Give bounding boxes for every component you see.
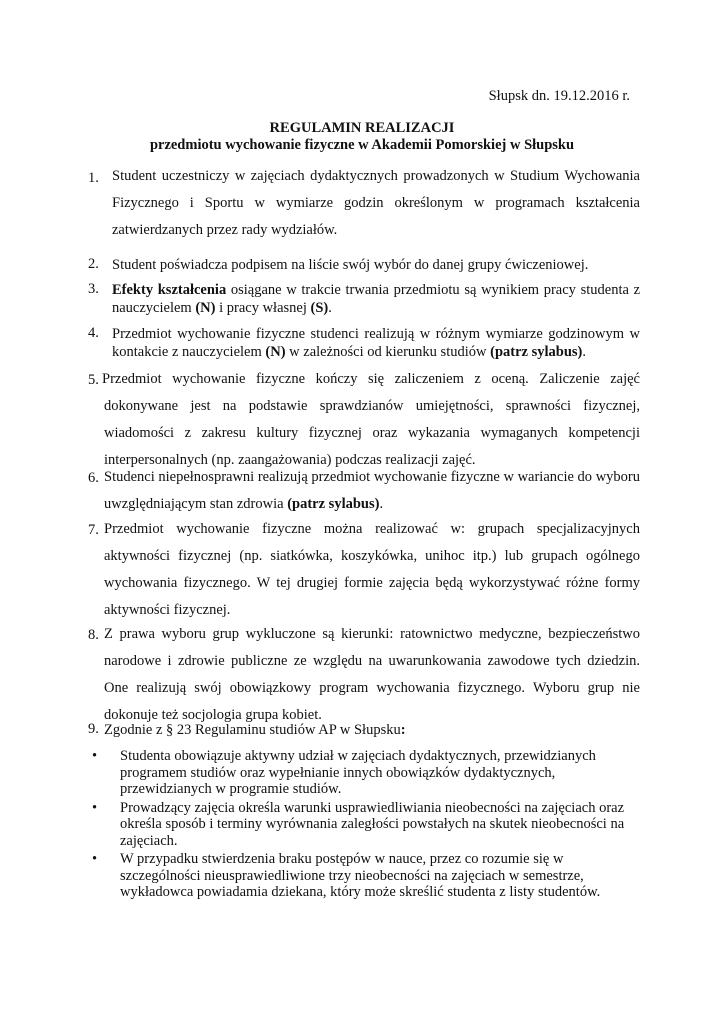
item-number-4: 4.: [88, 325, 99, 341]
item-bold-3a: Efekty kształcenia: [112, 282, 227, 298]
item-number-1: 1.: [88, 170, 99, 186]
list-item-1: [112, 163, 640, 244]
list-item-6: [104, 464, 640, 518]
item-text-4a: Przedmiot wychowanie fizyczne studenci realizują w różnym wymiarze godzinowym w kontakcie z nauczycielem: [112, 326, 640, 360]
item-text-3a: osiągane w trakcie trwania przedmiotu są wynikiem pracy studenta z nauczycielem: [112, 282, 641, 316]
item-number-5: 5.: [88, 372, 99, 388]
item-text-9: Zgodnie z § 23 Regulaminu studiów AP w Słupsku: [104, 722, 401, 738]
item-number-7: 7.: [88, 522, 99, 538]
bullet-icon: •: [92, 851, 98, 867]
list-item-3: [112, 281, 640, 317]
item-text-2: Student poświadcza podpisem na liście swój wybór do danej grupy ćwiczeniowej.: [112, 257, 589, 273]
item-text-7: Przedmiot wychowanie fizyczne można realizować w: grupach specjalizacyjnych aktywności fizycznej (np. siatkówka, koszykówka, unihoc itp.) lub grupach ogólnego wychowania fizycznego. W tej drugiej formie zajęcia będą wykorzystywać różne formy aktywności fizycznej.: [104, 521, 640, 618]
item-text-1: Student uczestniczy w zajęciach dydaktycznych prowadzonych w Studium Wychowania Fizycznego i Sportu w wymiarze godzin określonym w programach kształcenia zatwierdzanych przez rady wydziałów.: [112, 168, 640, 238]
item-text-3c: .: [328, 300, 332, 316]
bullet-text-1: Studenta obowiązuje aktywny udział w zajęciach dydaktycznych, przewidzianych programem studiów oraz wypełnianie innych obowiązków dydaktycznych, przewidzianych w programie studiów.: [120, 748, 596, 797]
bullet-item-1: [92, 748, 640, 798]
list-item-7: [104, 516, 640, 624]
item-text-5: Przedmiot wychowanie fizyczne kończy się zaliczeniem z oceną. Zaliczenie zajęć dokonywane jest na podstawie sprawdzianów umiejętności, sprawności fizycznej, wiadomości z zakresu kultury fizycznej oraz wykazania wymaganych kompetencji interpersonalnych (np. zaangażowania) podczas realizacji zajęć.: [102, 371, 640, 468]
item-text-6b: .: [379, 496, 384, 512]
item-bold-3b: (N): [195, 300, 216, 316]
document-date: Słupsk dn. 19.12.2016 r.: [488, 88, 630, 104]
bullet-text-3: W przypadku stwierdzenia braku postępów w nauce, przez co rozumie się w szczególności nieusprawiedliwione trzy nieobecności na zajęciach w semestrze, wykładowca powiadamia dziekana, który może skreślić studenta z listy studentów.: [120, 851, 601, 900]
item-text-3b: i pracy własnej: [215, 300, 311, 316]
bullet-item-3: [92, 851, 640, 901]
item-number-3: 3.: [88, 281, 99, 297]
bullet-icon: •: [92, 799, 98, 816]
bullet-text-2: Prowadzący zajęcia określa warunki usprawiedliwiania nieobecności na zajęciach oraz określa sposób i terminy wyrównania zaległości powstałych na skutek nieobecności na zajęciach.: [120, 799, 625, 849]
list-item-4: [112, 325, 640, 361]
item-text-6: Studenci niepełnosprawni realizują przedmiot wychowanie fizyczne w wariancie do wyboru uwzględniającym stan zdrowia: [104, 469, 640, 512]
item-number-2: 2.: [88, 256, 99, 272]
item-text-8: Z prawa wyboru grup wykluczone są kierunki: ratownictwo medyczne, bezpieczeństwo narodowe i zdrowie publiczne ze względu na uwarunkowania zawodowe tych dziedzin. One realizują swój obowiązkowy program wychowania fizycznego. Wyboru grup nie dokonuje też socjologia grupa kobiet.: [104, 626, 640, 723]
list-item-9: [104, 721, 640, 739]
bullet-icon: •: [92, 748, 98, 764]
document-title: REGULAMIN REALIZACJI: [269, 120, 455, 136]
item-bold-4b: (patrz sylabus): [490, 344, 583, 360]
list-item-2: [112, 256, 640, 274]
item-text-4c: .: [582, 344, 586, 360]
item-bold-9: :: [400, 722, 406, 738]
item-bold-3c: (S): [310, 300, 329, 316]
list-item-8: [104, 621, 640, 729]
item-number-8: 8.: [88, 627, 99, 643]
item-bold-4a: (N): [265, 344, 286, 360]
item-number-6: 6.: [88, 470, 99, 486]
item-text-4b: w zależności od kierunku studiów: [285, 344, 491, 360]
item-number-9: 9.: [88, 721, 99, 737]
bullet-item-2: [92, 799, 640, 850]
list-item-5: [104, 366, 640, 474]
bullet-list: [92, 748, 640, 903]
document-subtitle: przedmiotu wychowanie fizyczne w Akademii Pomorskiej w Słupsku: [149, 137, 575, 153]
item-bold-6: (patrz sylabus): [287, 496, 380, 512]
